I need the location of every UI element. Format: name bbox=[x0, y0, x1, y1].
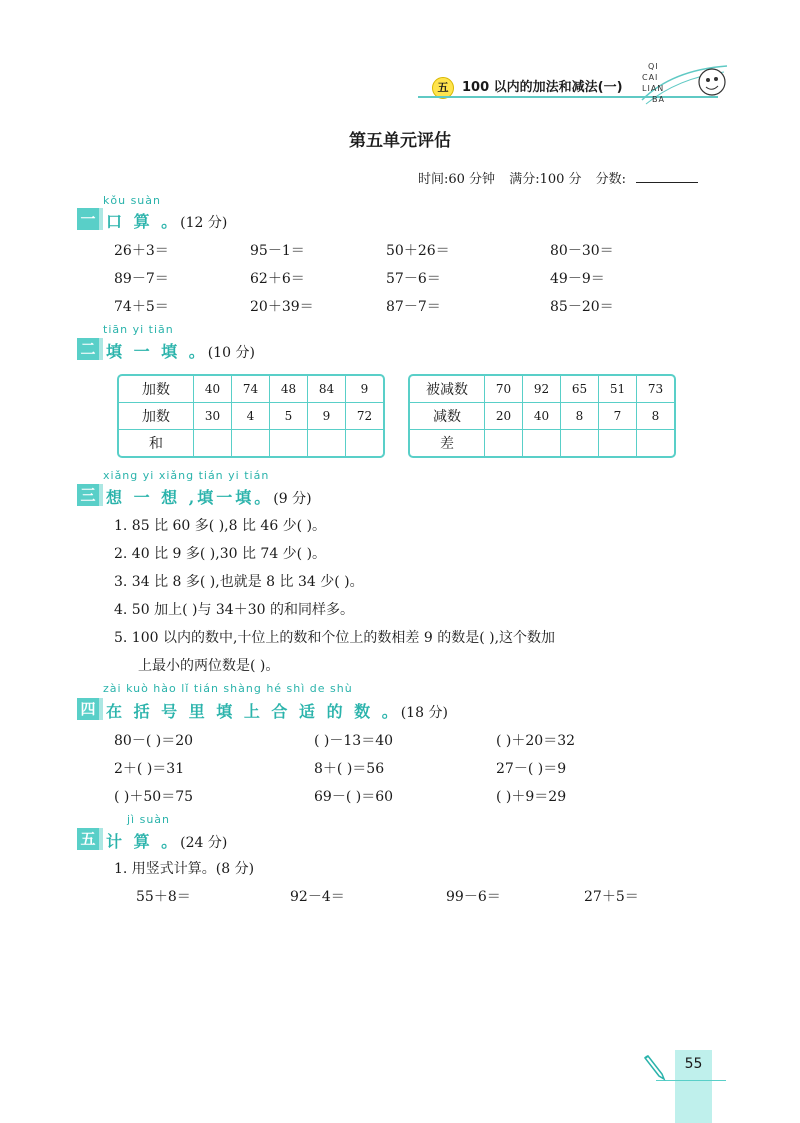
section-3-pinyin: xiǎng yi xiǎng tián yi tián bbox=[103, 469, 270, 482]
brand-logo bbox=[632, 60, 732, 110]
brand-text-1: QI bbox=[648, 62, 659, 71]
table-cell: 7 bbox=[599, 403, 637, 430]
table-cell: 4 bbox=[232, 403, 270, 430]
table-row bbox=[410, 376, 674, 403]
oral-item: 80－30＝ bbox=[550, 243, 614, 259]
oral-item: 26＋3＝ bbox=[114, 243, 169, 259]
table-cell: 减数 bbox=[410, 403, 485, 430]
oral-item: 49－9＝ bbox=[550, 271, 605, 287]
section-5-title: 计 算 。(24 分) bbox=[106, 832, 228, 851]
section-5-badge: 五 bbox=[77, 828, 99, 850]
section-2-title: 填 一 填 。(10 分) bbox=[106, 342, 255, 361]
table-cell: 被减数 bbox=[410, 376, 485, 403]
answer-cell[interactable] bbox=[599, 430, 637, 457]
table-row bbox=[410, 403, 674, 430]
bracket-item: ( )－13＝40 bbox=[314, 733, 394, 749]
exam-full-score: 满分:100 分 bbox=[509, 172, 582, 187]
bracket-item: ( )＋50＝75 bbox=[114, 789, 194, 805]
oral-item: 62＋6＝ bbox=[250, 271, 305, 287]
page-title: 第五单元评估 bbox=[349, 131, 451, 151]
bracket-item: 2＋( )＝31 bbox=[114, 761, 185, 777]
brand-text-2: CAI bbox=[642, 73, 659, 82]
bracket-item: ( )＋20＝32 bbox=[496, 733, 576, 749]
table-cell: 差 bbox=[410, 430, 485, 457]
fill-item-1: 1. 85 比 60 多( ),8 比 46 少( )。 bbox=[114, 518, 327, 534]
brand-text-4: BA bbox=[652, 95, 665, 104]
oral-item: 85－20＝ bbox=[550, 299, 614, 315]
subtraction-table bbox=[408, 374, 676, 458]
table-cell: 加数 bbox=[119, 376, 194, 403]
table-cell: 92 bbox=[523, 376, 561, 403]
oral-item: 89－7＝ bbox=[114, 271, 169, 287]
calc-item: 99－6＝ bbox=[446, 889, 501, 905]
bracket-item: ( )＋9＝29 bbox=[496, 789, 567, 805]
brand-text-3: LIAN bbox=[642, 84, 665, 93]
pencil-icon bbox=[644, 1052, 668, 1082]
section-2-badge: 二 bbox=[77, 338, 99, 360]
table-cell: 70 bbox=[485, 376, 523, 403]
table-row bbox=[119, 430, 383, 457]
oral-item: 50＋26＝ bbox=[386, 243, 450, 259]
fill-item-2: 2. 40 比 9 多( ),30 比 74 少( )。 bbox=[114, 546, 327, 562]
answer-cell[interactable] bbox=[346, 430, 384, 457]
section-2-pinyin: tiān yi tiān bbox=[103, 323, 174, 336]
table-cell: 30 bbox=[194, 403, 232, 430]
table-cell: 9 bbox=[346, 376, 384, 403]
section-4-pinyin: zài kuò hào lǐ tián shàng hé shì de shù bbox=[103, 682, 353, 695]
answer-cell[interactable] bbox=[637, 430, 675, 457]
table-row bbox=[119, 403, 383, 430]
oral-item: 87－7＝ bbox=[386, 299, 441, 315]
vertical-calc-subtitle: 1. 用竖式计算。(8 分) bbox=[114, 861, 255, 877]
oral-item: 74＋5＝ bbox=[114, 299, 169, 315]
section-1-title: 口 算 。(12 分) bbox=[106, 212, 228, 231]
answer-cell[interactable] bbox=[270, 430, 308, 457]
section-4-title: 在 括 号 里 填 上 合 适 的 数 。(18 分) bbox=[106, 702, 448, 721]
bracket-item: 80－( )＝20 bbox=[114, 733, 194, 749]
section-1-badge: 一 bbox=[77, 208, 99, 230]
table-cell: 65 bbox=[561, 376, 599, 403]
fill-item-4: 4. 50 加上( )与 34＋30 的和同样多。 bbox=[114, 602, 354, 618]
table-cell: 20 bbox=[485, 403, 523, 430]
bracket-item: 8＋( )＝56 bbox=[314, 761, 385, 777]
table-row bbox=[410, 430, 674, 457]
bracket-item: 69－( )＝60 bbox=[314, 789, 394, 805]
section-5-pinyin: jì suàn bbox=[127, 813, 171, 826]
section-1-pinyin: kǒu suàn bbox=[103, 194, 161, 207]
addition-table bbox=[117, 374, 385, 458]
chapter-title: 100 以内的加法和减法(一) bbox=[462, 80, 623, 95]
calc-item: 27＋5＝ bbox=[584, 889, 639, 905]
table-cell: 40 bbox=[194, 376, 232, 403]
section-3-badge: 三 bbox=[77, 484, 99, 506]
chapter-badge: 五 bbox=[432, 77, 454, 99]
exam-time: 时间:60 分钟 bbox=[418, 172, 496, 187]
fill-item-5-cont: 上最小的两位数是( )。 bbox=[138, 658, 280, 674]
table-row bbox=[119, 376, 383, 403]
section-4-badge: 四 bbox=[77, 698, 99, 720]
table-cell: 51 bbox=[599, 376, 637, 403]
table-cell: 73 bbox=[637, 376, 675, 403]
fill-item-3: 3. 34 比 8 多( ),也就是 8 比 34 少( )。 bbox=[114, 574, 364, 590]
answer-cell[interactable] bbox=[485, 430, 523, 457]
answer-cell[interactable] bbox=[232, 430, 270, 457]
table-cell: 40 bbox=[523, 403, 561, 430]
table-cell: 9 bbox=[308, 403, 346, 430]
answer-cell[interactable] bbox=[561, 430, 599, 457]
answer-cell[interactable] bbox=[194, 430, 232, 457]
page-number: 55 bbox=[684, 1056, 703, 1072]
fill-item-5: 5. 100 以内的数中,十位上的数和个位上的数相差 9 的数是( ),这个数加 bbox=[114, 630, 556, 646]
oral-item: 57－6＝ bbox=[386, 271, 441, 287]
section-3-title: 想 一 想 ,填一填。(9 分) bbox=[106, 488, 312, 507]
table-cell: 84 bbox=[308, 376, 346, 403]
score-blank[interactable] bbox=[636, 170, 698, 183]
answer-cell[interactable] bbox=[308, 430, 346, 457]
exam-score-label: 分数: bbox=[595, 172, 627, 187]
table-cell: 72 bbox=[346, 403, 384, 430]
calc-item: 55＋8＝ bbox=[136, 889, 191, 905]
calc-item: 92－4＝ bbox=[290, 889, 345, 905]
oral-item: 20＋39＝ bbox=[250, 299, 314, 315]
table-cell: 5 bbox=[270, 403, 308, 430]
table-cell: 8 bbox=[637, 403, 675, 430]
table-cell: 和 bbox=[119, 430, 194, 457]
oral-item: 95－1＝ bbox=[250, 243, 305, 259]
answer-cell[interactable] bbox=[523, 430, 561, 457]
table-cell: 加数 bbox=[119, 403, 194, 430]
exam-info bbox=[418, 168, 708, 187]
table-cell: 8 bbox=[561, 403, 599, 430]
table-cell: 48 bbox=[270, 376, 308, 403]
bracket-item: 27－( )＝9 bbox=[496, 761, 567, 777]
table-cell: 74 bbox=[232, 376, 270, 403]
